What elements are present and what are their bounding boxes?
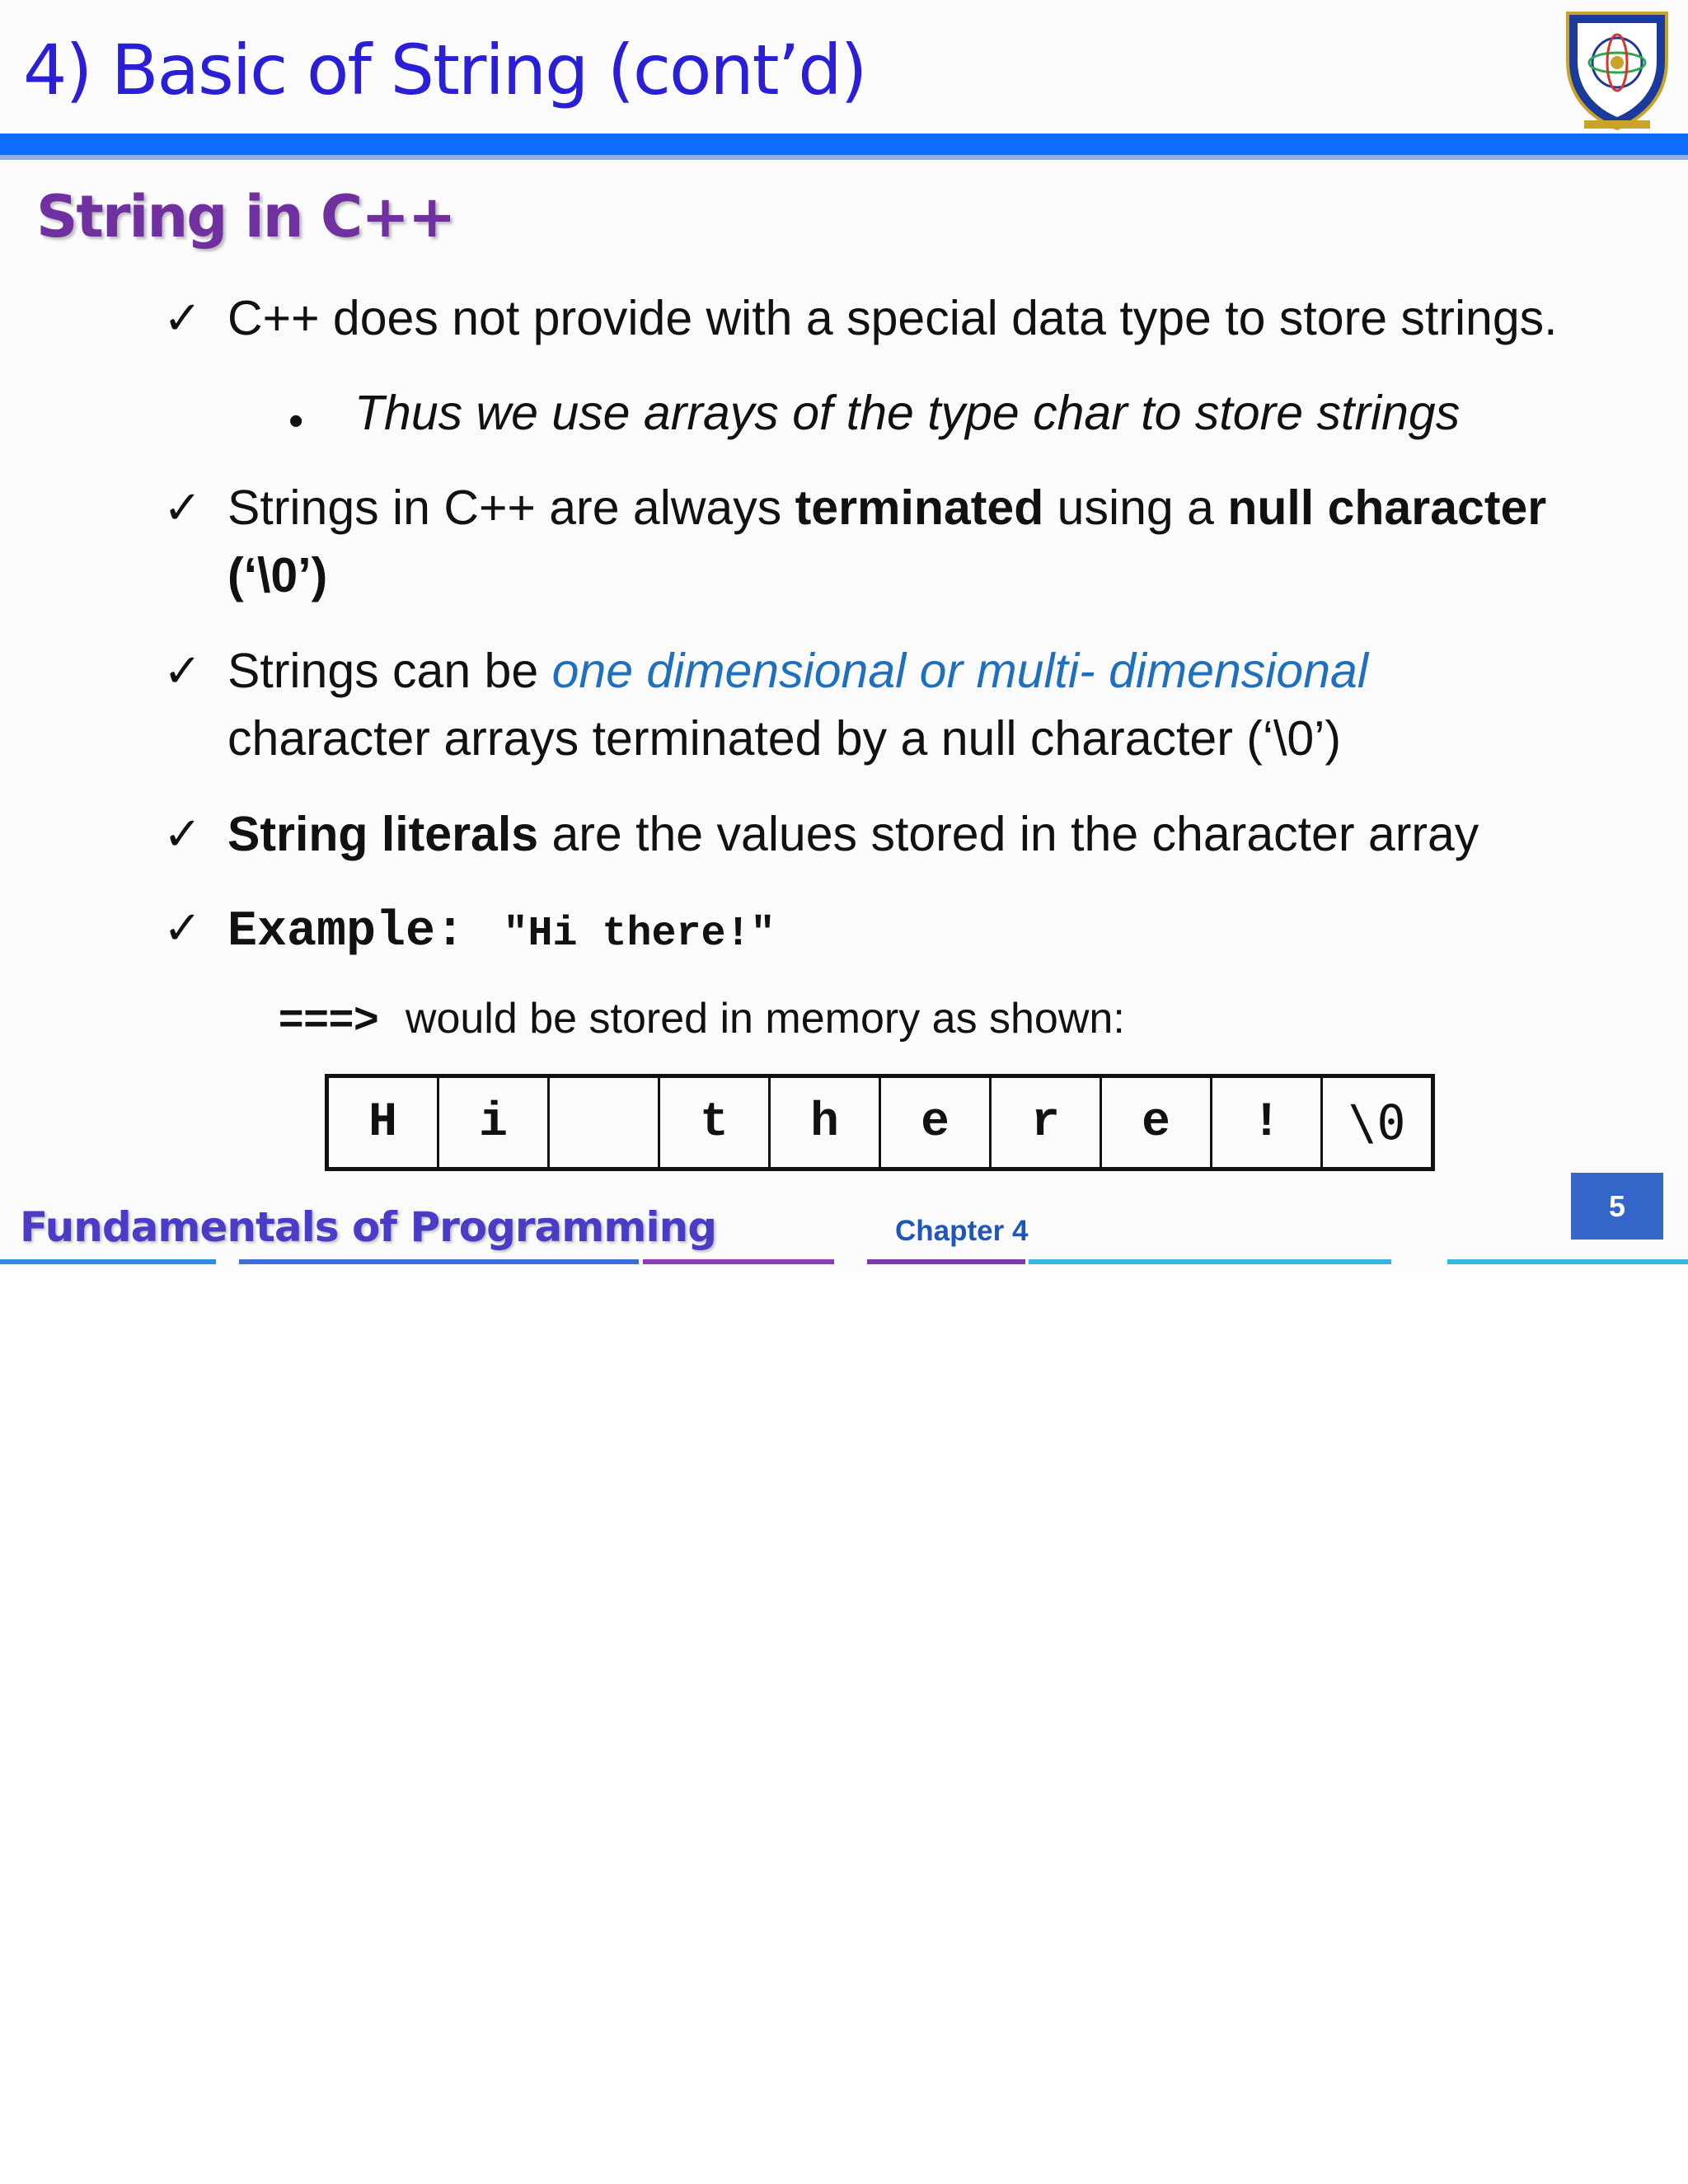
page-number-badge: 5 bbox=[1571, 1173, 1663, 1240]
bullet-3-text-end: character arrays terminated by a null character (‘\0’) bbox=[227, 711, 1341, 766]
sub-bullet-1: Thus we use arrays of the type char to store strings bbox=[354, 386, 1461, 440]
bullet-2-text-mid: using a bbox=[1043, 480, 1228, 535]
footer-line-segment bbox=[643, 1259, 834, 1264]
title-accent-shadow bbox=[0, 155, 1688, 160]
example-code: "Hi there!" bbox=[503, 911, 776, 958]
bullet-dot-icon: • bbox=[288, 397, 304, 445]
footer-chapter: Chapter 4 bbox=[895, 1215, 1029, 1247]
memory-cell: H bbox=[327, 1076, 438, 1169]
footer-line-segment bbox=[0, 1259, 216, 1264]
bullet-2-bold-terminated: terminated bbox=[795, 480, 1044, 535]
bullet-4-text: are the values stored in the character array bbox=[538, 807, 1479, 861]
bullet-3 bbox=[227, 637, 1596, 772]
bullet-3-text: Strings can be bbox=[227, 644, 552, 698]
memory-cell: r bbox=[991, 1076, 1101, 1169]
memory-array-table bbox=[325, 1074, 1435, 1171]
memory-cell: i bbox=[438, 1076, 549, 1169]
arrow-symbol: ===> bbox=[279, 995, 379, 1043]
memory-caption bbox=[279, 987, 1125, 1050]
check-mark-icon: ✓ bbox=[163, 902, 202, 954]
bullet-4-bold: String literals bbox=[227, 807, 539, 861]
memory-cell: e bbox=[1101, 1076, 1212, 1169]
footer-line-segment bbox=[1447, 1259, 1688, 1264]
memory-cell-space bbox=[549, 1076, 659, 1169]
memory-cell: t bbox=[659, 1076, 770, 1169]
memory-cell: e bbox=[880, 1076, 991, 1169]
memory-caption-text: would be stored in memory as shown: bbox=[393, 995, 1125, 1043]
memory-cell-null: \0 bbox=[1322, 1076, 1433, 1169]
check-mark-icon: ✓ bbox=[163, 481, 202, 533]
memory-cell: h bbox=[770, 1076, 880, 1169]
example-label: Example: bbox=[227, 904, 466, 960]
footer-line-segment bbox=[1029, 1259, 1391, 1264]
footer-course-title: Fundamentals of Programming bbox=[20, 1203, 717, 1251]
bullet-2-null-literal: (‘\0’) bbox=[227, 548, 328, 602]
check-mark-icon: ✓ bbox=[163, 808, 202, 860]
memory-row bbox=[327, 1076, 1433, 1169]
bullet-5 bbox=[227, 894, 776, 968]
check-mark-icon: ✓ bbox=[163, 292, 202, 344]
footer-line-segment bbox=[867, 1259, 1025, 1264]
bullet-1: C++ does not provide with a special data type to store strings. bbox=[227, 291, 1558, 345]
bullet-2-text: Strings in C++ are always bbox=[227, 480, 795, 535]
bullet-2 bbox=[227, 474, 1596, 609]
bullet-3-highlight: one dimensional or multi- dimensional bbox=[551, 644, 1368, 698]
bullet-2-bold-null: null character bbox=[1227, 480, 1547, 535]
check-mark-icon: ✓ bbox=[163, 644, 202, 696]
memory-cell: ! bbox=[1212, 1076, 1322, 1169]
footer-line-segment bbox=[239, 1259, 639, 1264]
slide-title: 4) Basic of String (cont’d) bbox=[23, 30, 866, 110]
bullet-4 bbox=[227, 800, 1479, 868]
title-accent-bar bbox=[0, 134, 1688, 157]
section-subtitle: String in C++ bbox=[36, 183, 455, 251]
university-seal-logo bbox=[1559, 3, 1675, 134]
